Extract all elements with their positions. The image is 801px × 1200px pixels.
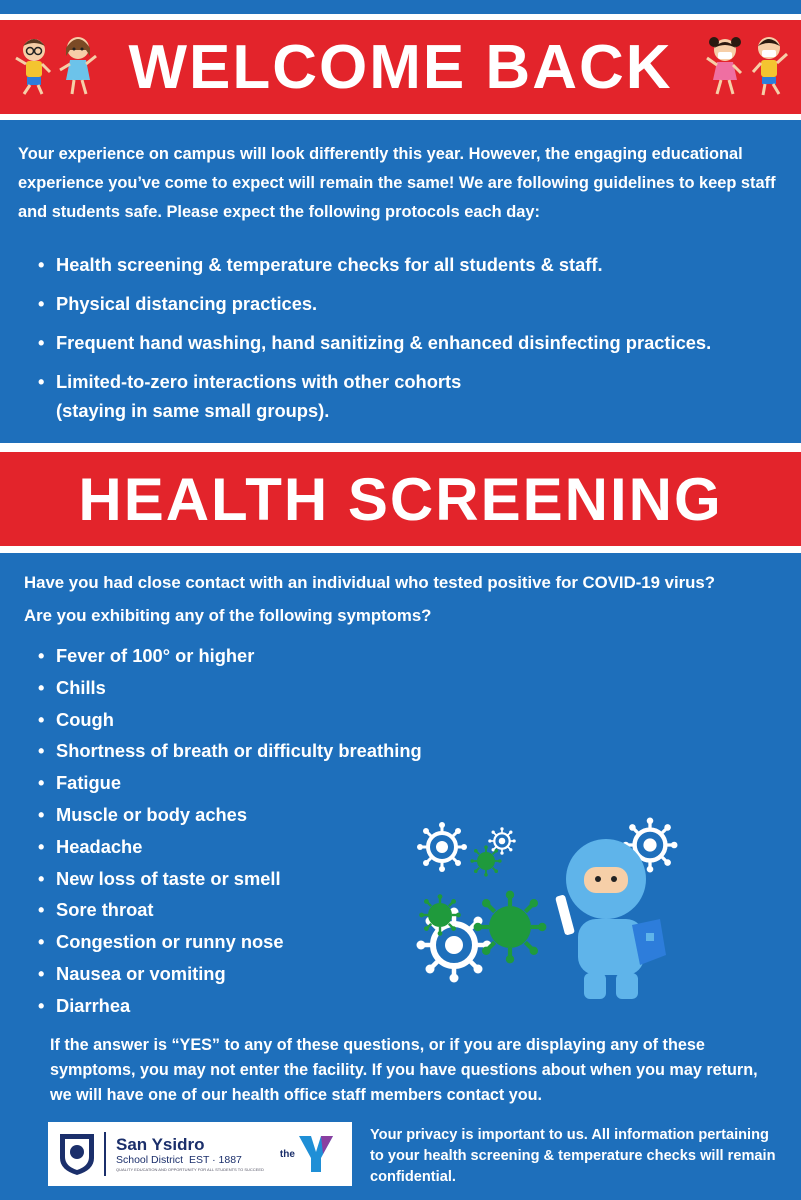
intro-paragraph: Your experience on campus will look differently this year. However, the engaging educational experience you’ve come to expect will remain the same! We are following guidelines to keep staff and students safe. Please expect the following protocols each day:	[18, 145, 776, 221]
protocol-item: • Limited-to-zero interactions with other cohorts (staying in same small groups).	[38, 367, 778, 425]
protocol-item: • Frequent hand washing, hand sanitizing & enhanced disinfecting practices.	[38, 328, 778, 357]
symptom-item: • New loss of taste or smell	[38, 863, 498, 895]
district-logo-box	[48, 1122, 352, 1186]
district-established: EST · 1887	[188, 1153, 242, 1166]
symptom-item: • Cough	[38, 704, 498, 736]
symptom-item: • Headache	[38, 831, 498, 863]
district-crest-icon	[58, 1132, 96, 1176]
screening-questions	[24, 566, 794, 632]
virus-hero-illustration	[410, 815, 700, 1015]
entry-notice: If the answer is “YES” to any of these questions, or if you are displaying any of these symptoms, you may not enter the facility. If you have questions about when you may return, we will have one of our health office staff members contact you.	[50, 1036, 758, 1104]
district-subtitle: School District	[116, 1153, 184, 1166]
privacy-note: Your privacy is important to us. All information pertaining to your health screening & temperature checks will remain confidential.	[370, 1127, 776, 1185]
screening-title: HEALTH SCREENING	[78, 465, 723, 533]
symptom-item: • Nausea or vomiting	[38, 958, 498, 990]
screening-banner	[0, 452, 801, 546]
symptom-item: • Muscle or body aches	[38, 799, 498, 831]
protocol-item: • Physical distancing practices.	[38, 289, 778, 318]
ymca-the-text: the	[279, 1148, 295, 1160]
ymca-logo	[280, 1134, 335, 1174]
symptom-item: • Congestion or runny nose	[38, 926, 498, 958]
symptom-item: • Fatigue	[38, 767, 498, 799]
white-virus-icon	[488, 827, 516, 855]
district-logo-text	[116, 1136, 264, 1173]
green-virus-icon	[474, 891, 547, 964]
symptom-item: • Chills	[38, 672, 498, 704]
green-virus-icon	[419, 894, 461, 936]
protocol-item: • Health screening & temperature checks for all students & staff.	[38, 250, 778, 279]
district-name: San Ysidro	[116, 1134, 205, 1154]
green-virus-icon	[470, 845, 501, 876]
white-virus-icon	[417, 822, 467, 872]
protocol-list	[38, 250, 778, 435]
children-illustration-right	[693, 24, 797, 100]
children-illustration-left	[4, 24, 108, 100]
logo-divider	[104, 1132, 106, 1176]
welcome-title: WELCOME BACK	[128, 32, 673, 102]
symptom-item: • Shortness of breath or difficulty breathing	[38, 735, 498, 767]
district-tagline: QUALITY EDUCATION AND OPPORTUNITY FOR ALL STUDENTS TO SUCCEED	[116, 1166, 264, 1172]
welcome-banner	[0, 20, 801, 114]
symptom-item: • Sore throat	[38, 894, 498, 926]
ymca-y-icon	[297, 1134, 335, 1174]
symptom-item: • Fever of 100° or higher	[38, 640, 498, 672]
symptom-item: • Diarrhea	[38, 990, 498, 1022]
question-symptoms: Are you exhibiting any of the following symptoms?	[24, 606, 432, 625]
question-close-contact: Have you had close contact with an individual who tested positive for COVID-19 virus?	[24, 573, 715, 592]
white-virus-icon	[417, 908, 492, 983]
